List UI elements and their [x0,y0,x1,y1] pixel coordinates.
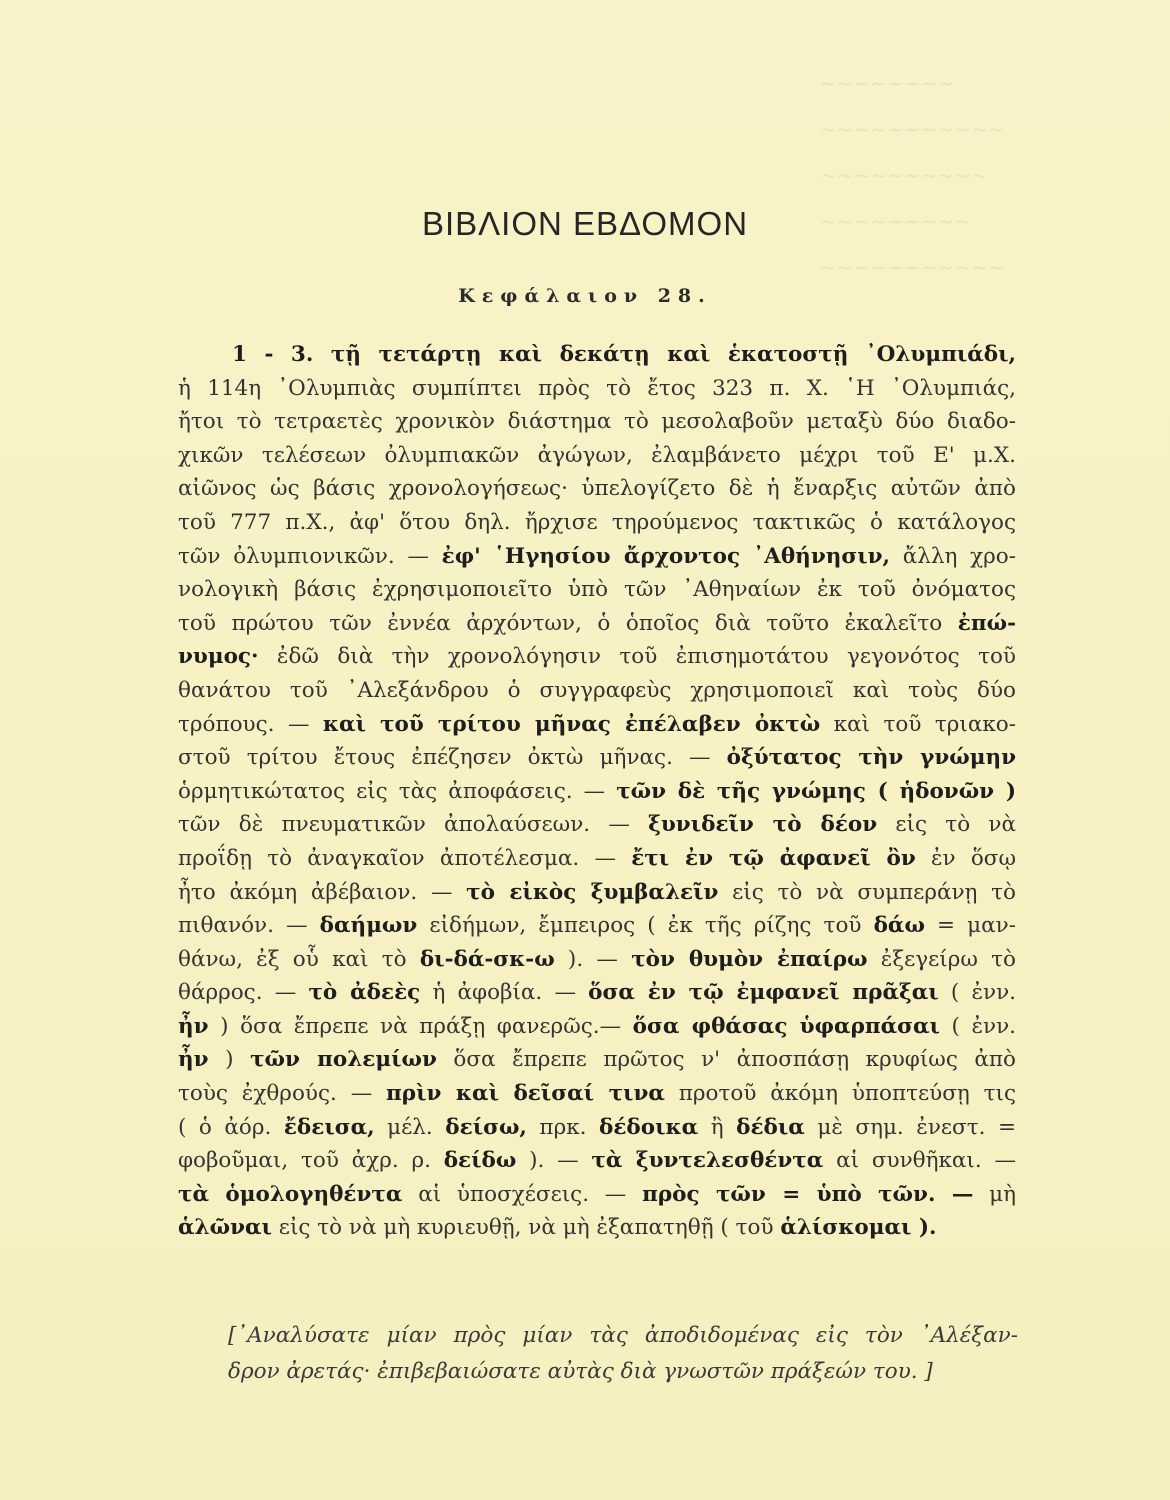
text-segment: νολογικὴ βάσις ἐχρησιμοποιεῖτο ὑπὸ τῶν ᾿Αθηναίων ἐκ τοῦ ὀνόματος [178,577,1016,603]
text-segment: εἰδήμων, ἔμπειρος ( ἐκ τῆς ρίζης τοῦ [417,913,874,939]
text-segment: ἐδῶ διὰ τὴν χρονολόγησιν τοῦ ἐπισημοτάτου γεγονότος τοῦ [258,644,1016,670]
text-line [178,1211,1016,1245]
lemma-bold: τὸ ἀδεὲς [308,980,421,1006]
lemma-bold: πρὸς τῶν = ὑπὸ τῶν. — [642,1181,974,1207]
text-segment: αἱ συνθῆκαι. — [823,1148,1016,1174]
lemma-bold: ὀξύτατος τὴν γνώμην [726,745,1016,771]
lemma-bold: ἦν [178,1013,209,1039]
text-segment: ὁρμητικώτατος εἰς τὰς ἀποφάσεις. — [178,778,617,804]
lemma-bold: ἦν [178,1047,209,1073]
commentary-body [178,338,1016,1245]
lemma-bold: ἁλίσκομαι ). [780,1215,937,1241]
text-segment: μέλ. [374,1114,446,1140]
lemma-bold: ἁλῶναι [178,1215,272,1241]
text-line [178,1010,1016,1044]
lemma-bold: δέδοικα [599,1114,699,1140]
lemma-bold: ἔτι ἐν τῷ ἀφανεῖ ὂν [631,845,916,871]
text-line [178,338,1016,372]
text-segment: ἡ 114η ᾿Ολυμπιὰς συμπίπτει πρὸς τὸ ἔτος 323 π. Χ. ῾Η ᾿Ολυμπιάς, [178,375,1016,401]
note-line: δρον ἀρετάς· ἐπιβεβαιώσατε αὐτὰς διὰ γνωστῶν πράξεών του. ] [228,1359,933,1384]
lemma-bold: τῶν δὲ τῆς γνώμης ( ἡδονῶν ) [616,778,1016,804]
text-segment: προΐδῃ τὸ ἀναγκαῖον ἀποτέλεσμα. — [178,845,632,871]
text-segment: αἰῶνος ὡς βάσις χρονολογήσεως· ὑπελογίζετο δὲ ἡ ἔναρξις αὐτῶν ἀπὸ [178,476,1016,502]
text-line [178,573,1016,607]
text-line [178,943,1016,977]
text-segment: ἐν ὅσῳ [915,845,1016,871]
lemma-bold: τὰ ὁμολογηθέντα [178,1181,403,1207]
text-line [178,1111,1016,1145]
text-line [178,1043,1016,1077]
text-segment: φοβοῦμαι, τοῦ ἀχρ. ρ. [178,1148,444,1174]
text-segment: εἰς τὸ νὰ μὴ κυριευθῇ, νὰ μὴ ἐξαπατηθῇ ( τοῦ [271,1215,781,1241]
text-line [178,1144,1016,1178]
book-title: ΒΙΒΛΙΟΝ ΕΒΔΟΜΟΝ [421,205,749,242]
text-segment: ἡ ἀφοβία. — [420,980,589,1006]
text-segment: ἄλλη χρο- [890,543,1016,569]
lemma-bold: τὸν θυμὸν ἐπαίρω [631,946,868,972]
text-segment: πρκ. [526,1114,600,1140]
text-line [178,674,1016,708]
chapter-heading: Κεφάλαιον 28. [458,285,712,307]
text-segment: ἢ [698,1114,737,1140]
text-segment: ). — [554,946,632,972]
text-line [178,640,1016,674]
lemma-bold: πρὶν καὶ δεῖσαί τινα [386,1081,665,1107]
lemma-bold: ἔδεισα, [283,1114,375,1140]
text-line [178,540,1016,574]
text-segment: εἰς τὸ νὰ συμπεράνῃ τὸ [718,879,1016,905]
bleed-through-decoration: ~~~~~~~~ ~~~~~~~~~~~ ~~~~~~~~~~ ~~~~~~~~~ ~~~~~~~~~~~ [820,71,1005,279]
text-line [178,976,1016,1010]
text-segment: ἦτο ἀκόμη ἀβέβαιον. — [178,879,467,905]
text-line [178,1077,1016,1111]
text-segment: πιθανόν. — [178,913,320,939]
text-line [178,775,1016,809]
text-segment: τοῦ πρώτου τῶν ἐννέα ἀρχόντων, ὁ ὁποῖος διὰ τοῦτο ἐκαλεῖτο [178,610,958,636]
text-segment: ὅσα ἔπρεπε πρῶτος ν' ἀποσπάσῃ κρυφίως ἀπὸ [436,1047,1017,1073]
lemma-bold: τὰ ξυντελεσθέντα [591,1148,824,1174]
lemma-bold: τὸ εἰκὸς ξυμβαλεῖν [466,879,719,905]
text-line [178,741,1016,775]
text-segment: τῶν ὀλυμπιονικῶν. — [178,543,442,569]
text-segment: ( ἐνν. [939,1013,1016,1039]
text-segment: ) [208,1047,251,1073]
text-segment: ( ἐνν. [938,980,1017,1006]
lemma-bold: ἐφ' ῾Ηγησίου ἄρχοντος ᾿Αθήνησιν, [441,543,891,569]
text-segment: ( ὁ ἀόρ. [178,1114,284,1140]
text-segment: ) ὅσα ἔπρεπε νὰ πράξῃ φανερῶς.— [208,1013,633,1039]
text-segment: θανάτου τοῦ ᾿Αλεξάνδρου ὁ συγγραφεὺς χρησιμοποιεῖ καὶ τοὺς δύο [178,677,1016,703]
text-line [178,876,1016,910]
text-segment: τοὺς ἐχθρούς. — [178,1081,387,1107]
lemma-bold: 1 - 3. τῇ τετάρτῃ καὶ δεκάτῃ καὶ ἑκατοστῇ ᾿Ολυμπιάδι, [232,342,1016,367]
lemma-bold: δείδω [443,1148,517,1174]
lemma-bold: δαήμων [319,913,418,939]
lemma-bold: ξυνιδεῖν τὸ δέον [648,812,878,838]
lemma-bold: ὅσα φθάσας ὑφαρπάσαι [632,1013,940,1039]
lemma-bold: νυμος· [178,644,259,670]
text-segment: εἰς τὸ νὰ [877,812,1016,838]
text-segment: προτοῦ ἀκόμη ὑποπτεύσῃ τις [664,1081,1016,1107]
text-line [178,439,1016,473]
text-segment: τοῦ 777 π.Χ., ἀφ' ὅτου δηλ. ἤρχισε τηρούμενος τακτικῶς ὁ κατάλογος [178,509,1016,535]
lemma-bold: ὅσα ἐν τῷ ἐμφανεῖ πρᾶξαι [588,980,939,1006]
text-segment: τῶν δὲ πνευματικῶν ἀπολαύσεων. — [178,812,649,838]
text-segment: = μαν- [924,913,1016,939]
exercise-note [228,1318,1018,1390]
lemma-bold: δείσω, [445,1114,527,1140]
text-line [178,472,1016,506]
lemma-bold: δέδια [736,1114,805,1140]
note-line: [᾿Αναλύσατε μίαν πρὸς μίαν τὰς ἀποδιδομένας εἰς τὸν ᾿Αλέξαν- [228,1323,1018,1348]
text-line [178,405,1016,439]
lemma-bold: τῶν πολεμίων [250,1047,437,1073]
lemma-bold: δάω [873,913,925,939]
text-line [178,1178,1016,1212]
text-segment: ). — [516,1148,592,1174]
text-segment: ἤτοι τὸ τετραετὲς χρονικὸν διάστημα τὸ μεσολαβοῦν μεταξὺ δύο διαδο- [178,409,1016,435]
text-segment: θάνω, ἐξ οὗ καὶ τὸ [178,946,420,972]
text-line [178,372,1016,406]
text-segment: αἱ ὑποσχέσεις. — [402,1181,643,1207]
text-segment: χικῶν τελέσεων ὀλυμπιακῶν ἀγώγων, ἐλαμβάνετο μέχρι τοῦ Ε' μ.Χ. [178,442,1016,468]
text-segment: μὴ [973,1181,1016,1207]
text-line [178,909,1016,943]
text-line [178,708,1016,742]
lemma-bold: ἐπώ- [957,610,1016,636]
text-segment: καὶ τοῦ τριακο- [820,711,1017,737]
lemma-bold: καὶ τοῦ τρίτου μῆνας ἐπέλαβεν ὀκτὼ [322,711,821,737]
text-line [178,842,1016,876]
text-segment: στοῦ τρίτου ἔτους ἐπέζησεν ὀκτὼ μῆνας. — [178,745,727,771]
text-segment: ἐξεγείρω τὸ [867,946,1016,972]
text-line [178,607,1016,641]
text-segment: θάρρος. — [178,980,309,1006]
lemma-bold: δι-δά-σκ-ω [419,946,555,972]
text-line [178,808,1016,842]
text-segment: τρόπους. — [178,711,323,737]
text-line [178,506,1016,540]
text-segment: μὲ σημ. ἐνεστ. = [804,1114,1016,1140]
